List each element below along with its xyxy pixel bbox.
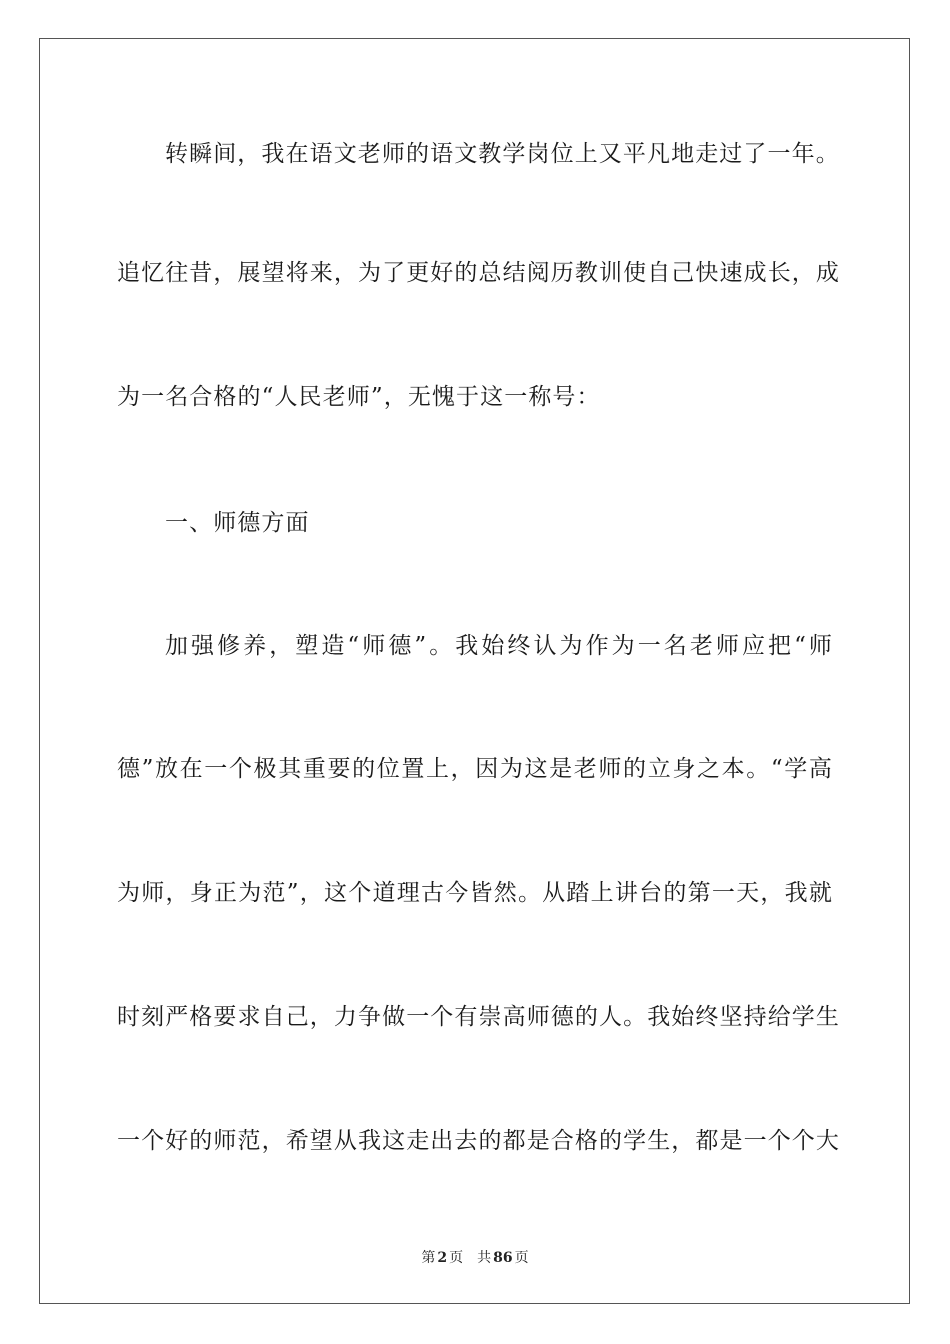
text-line-6: 德”放在一个极其重要的位置上，因为这是老师的立身之本。“学高 xyxy=(117,756,833,782)
page-footer xyxy=(0,1247,950,1267)
total-prefix: 共 xyxy=(477,1250,492,1266)
page-border xyxy=(39,38,910,1304)
text-line-7: 为师，身正为范”，这个道理古今皆然。从踏上讲台的第一天，我就 xyxy=(117,880,833,906)
text-line-9: 一个好的师范，希望从我这走出去的都是合格的学生，都是一个个大 xyxy=(117,1128,840,1154)
text-line-1: 转瞬间，我在语文老师的语文教学岗位上又平凡地走过了一年。 xyxy=(165,141,840,167)
page-suffix: 页 xyxy=(449,1250,464,1266)
page-prefix: 第 xyxy=(421,1250,436,1266)
text-line-2: 追忆往昔，展望将来，为了更好的总结阅历教训使自己快速成长，成 xyxy=(117,260,840,286)
total-suffix: 页 xyxy=(514,1250,529,1266)
text-line-8: 时刻严格要求自己，力争做一个有崇高师德的人。我始终坚持给学生 xyxy=(117,1004,840,1030)
page-number: 2 xyxy=(437,1250,448,1266)
section-heading: 一、师德方面 xyxy=(165,510,310,536)
total-pages: 86 xyxy=(493,1250,513,1266)
text-line-3: 为一名合格的“人民老师”，无愧于这一称号： xyxy=(117,384,601,410)
text-line-5: 加强修养，塑造“师德”。我始终认为作为一名老师应把“师 xyxy=(165,633,833,659)
